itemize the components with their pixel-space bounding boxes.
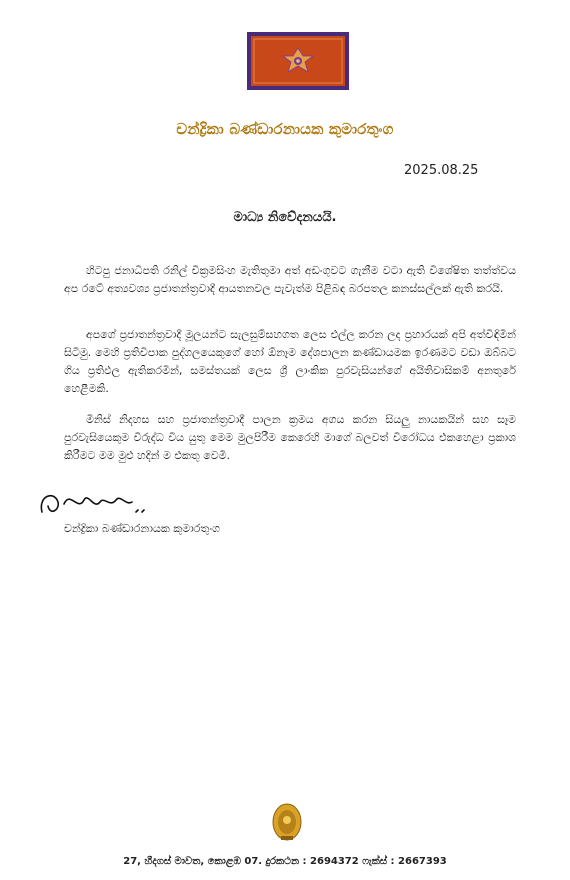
national-emblem-icon [270,800,304,844]
signer-name: චන්ද්‍රිකා බණ්ඩාරනායක කුමාරතුංග [64,522,220,535]
header-name: චන්ද්‍රිකා බණ්ඩාරනායක කුමාරතුංග [176,120,394,138]
letter-date: 2025.08.25 [404,163,479,178]
header-emblem [247,32,349,90]
handwritten-signature [36,482,176,522]
letter-paragraph: අපගේ ප්‍රජාතන්ත්‍රවාදී මූලයන්ට සැලසුම්සහගත ලෙස එල්ල කරන ලද ප්‍රහාරයක් අපි අත්විඳිමින් සිටිමු. මෙහි ප්‍රතිවිපාක පුද්ගලයෙකුගේ හෝ ඕනෑම දේශපාලන කණ්ඩායමක ඉරණමට වඩා ඔබ්බට ගිය ප්‍රතිඵල ඇතිකරමින්, සමස්තයක් ලෙස ශ්‍රී ලාංකික පුරවැසියන්ගේ අයිතිවාසිකම් අනතුරේ හෙළීමකි. [64,328,516,395]
footer-address: 27, හීදගස් මාවත, කොළඹ 07. දුරකථන : 2694372 ෆැක්ස් : 2667393 [123,856,447,867]
letter-paragraph: හිටපු ජනාධිපති රනිල් වික්‍රමසිංහ මැතිතුමා අත් අඩංගුවට ගැනීම වටා ඇති විශේෂිත තත්ත්වය අප රටේ අත්‍යවශ්‍ය ප්‍රජාතන්ත්‍රවාදී ආයතනවල පැවැත්ම පිළිබඳ බරපතල කනස්සල්ලක් ඇති කරයි. [64,264,516,295]
lotus-emblem-icon [251,36,345,86]
letter-paragraph: මිනිස් නිදහස සහ ප්‍රජාතන්ත්‍රවාදී පාලන ක්‍රමය අගය කරන සියලු නායකයින් සහ සෑම පුරවැසියෙකුම විරුද්ධ විය යුතු මෙම මුලපිරීම කෙරෙහි මාගේ බලවත් විරෝධය එකහෙළා ප්‍රකාශ කිරීමට මම මුළු හදින් ම එකතු වෙමි. [64,413,516,462]
letter-subject: මාධ්‍ය නිවේදනයයි. [233,210,337,225]
